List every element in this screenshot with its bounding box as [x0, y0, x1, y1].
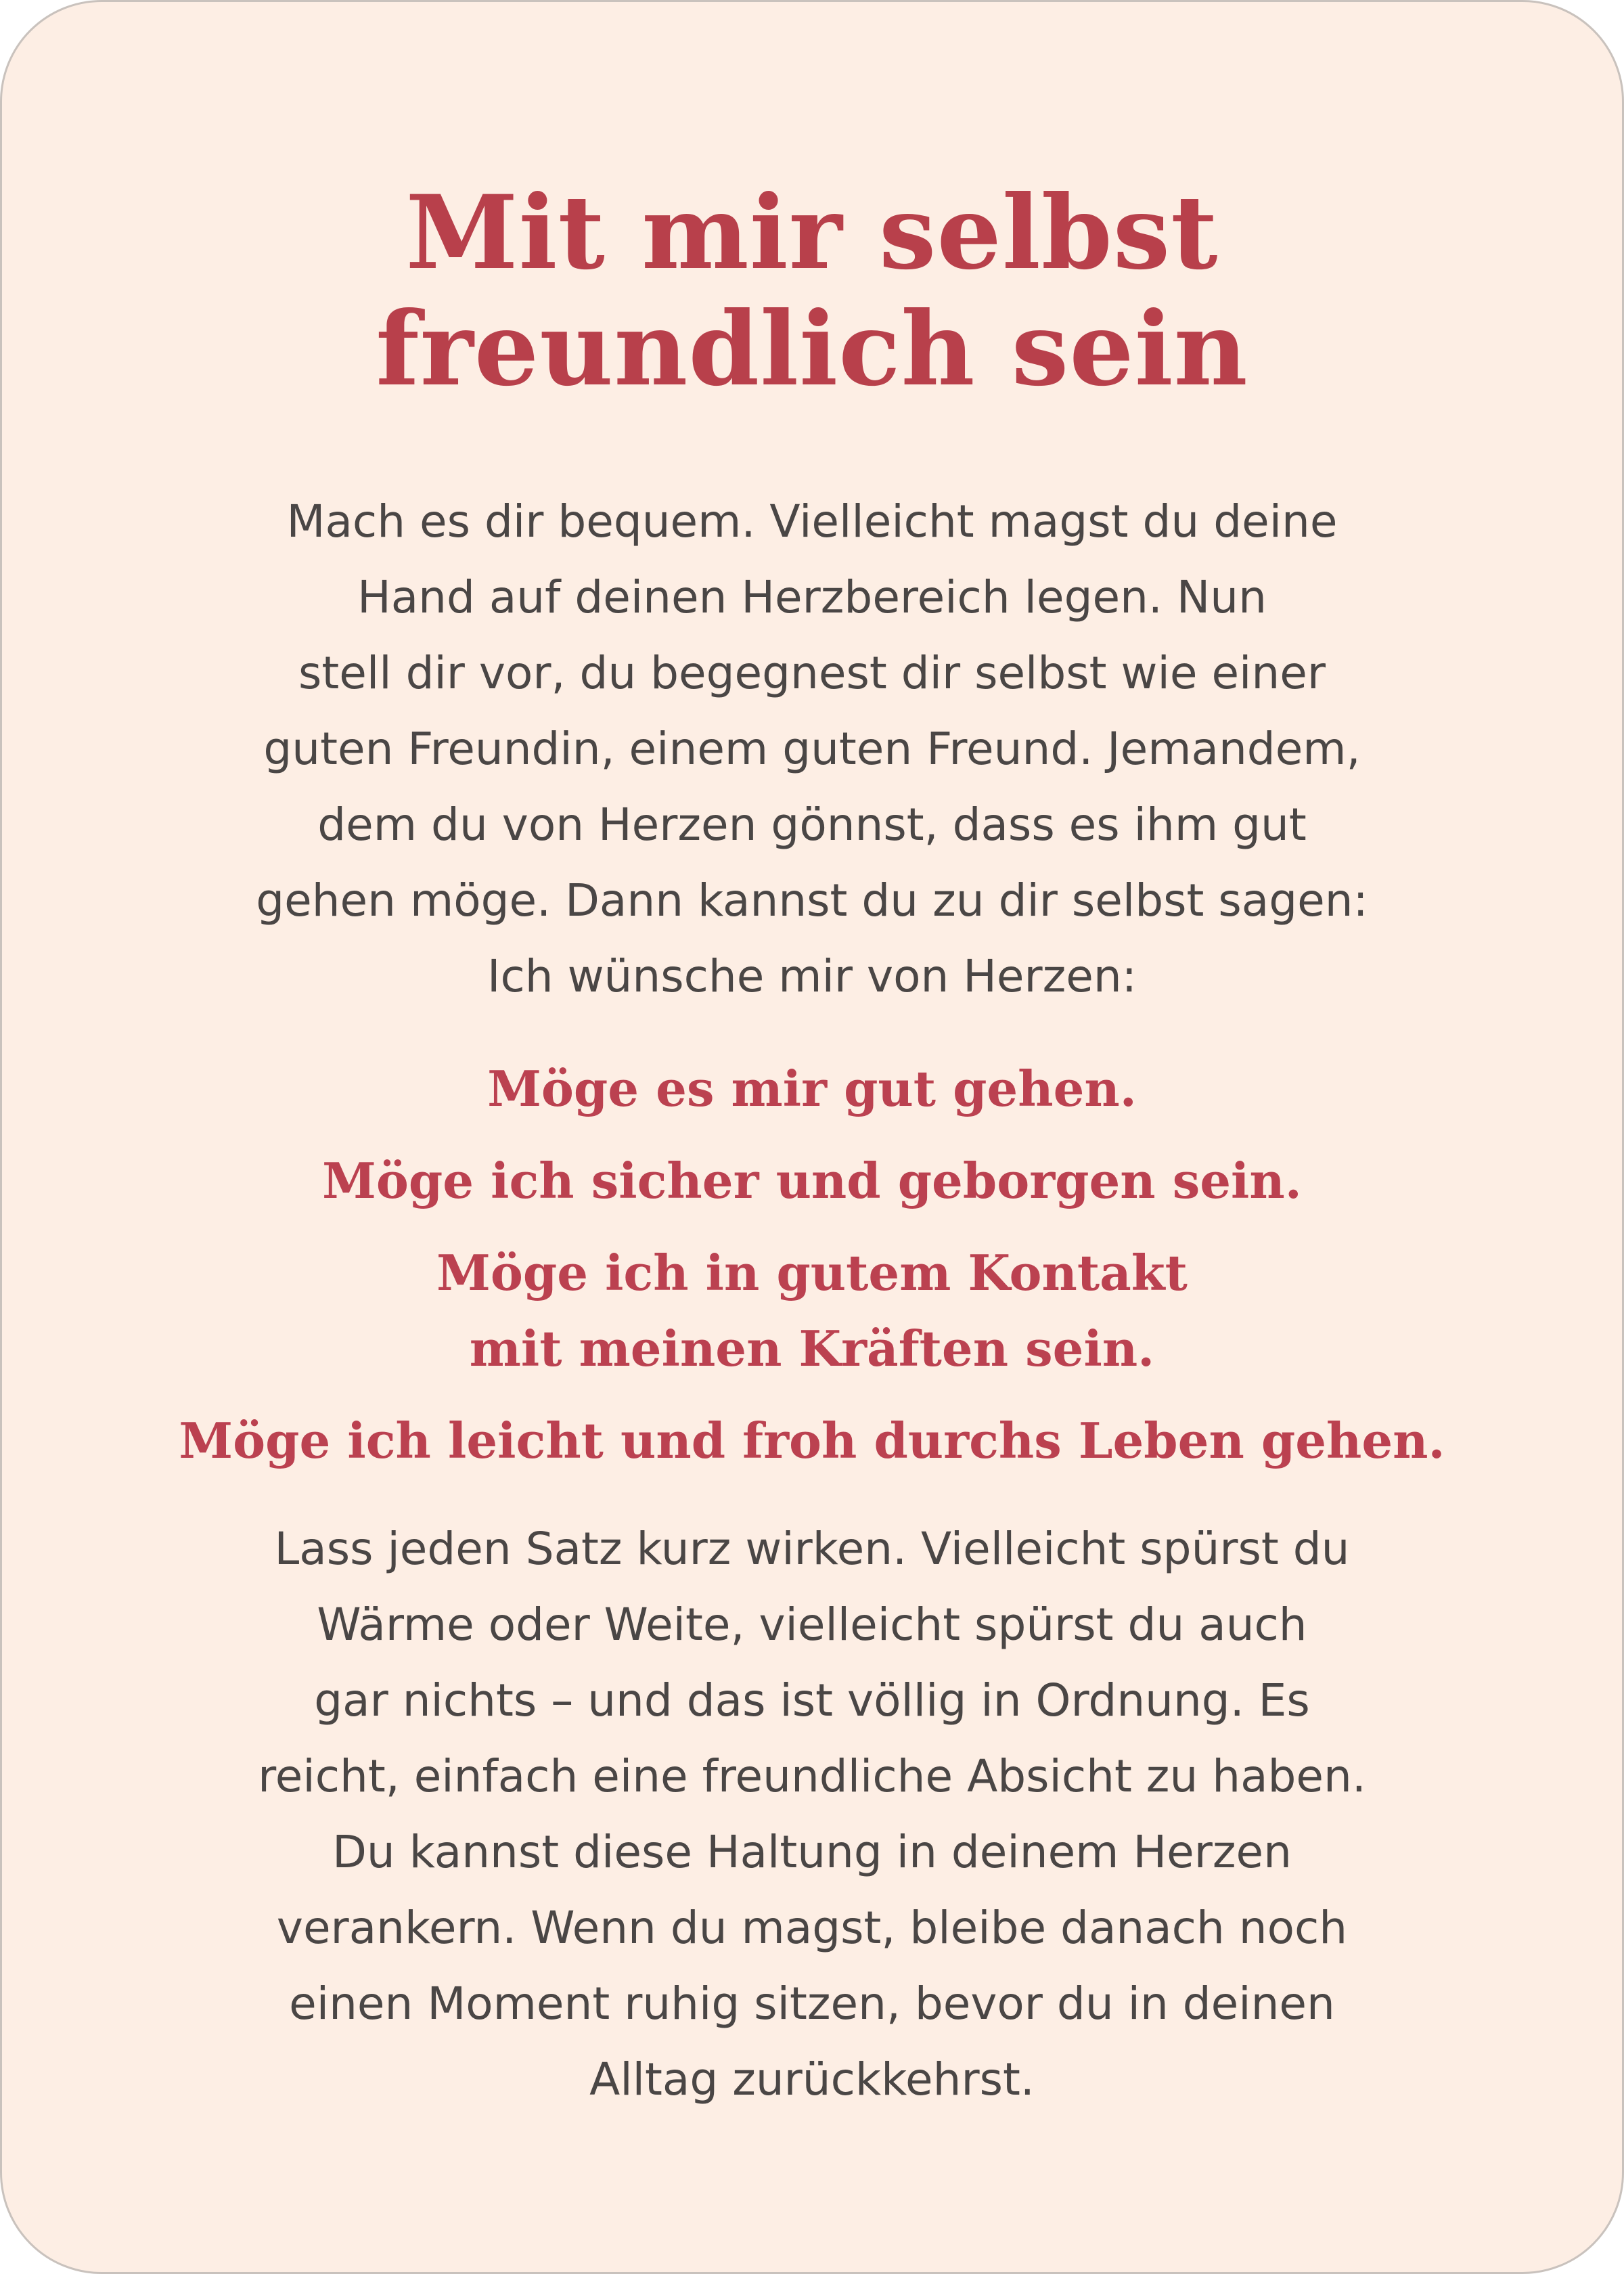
affirmations-block — [83, 1051, 1541, 1479]
outro-line: gar nichts – und das ist völlig in Ordnung. Es — [314, 1674, 1310, 1726]
affirmation-3-line-2: mit meinen Kräften sein. — [469, 1320, 1155, 1377]
title-line-2: freundlich sein — [376, 290, 1248, 409]
affirmation-1: Möge es mir gut gehen. — [487, 1060, 1137, 1117]
intro-line: Mach es dir bequem. Vielleicht magst du deine — [286, 495, 1338, 548]
intro-line: gehen möge. Dann kannst du zu dir selbst sagen: — [256, 874, 1368, 927]
outro-line: einen Moment ruhig sitzen, bevor du in deinen — [289, 1978, 1335, 2030]
outro-line: reicht, einfach eine freundliche Absicht zu haben. — [258, 1750, 1366, 1802]
card-title — [2, 175, 1622, 407]
outro-line: Du kannst diese Haltung in deinem Herzen — [332, 1826, 1292, 1878]
outro-line: verankern. Wenn du magst, bleibe danach noch — [276, 1902, 1348, 1954]
outro-line: Alltag zurückkehrst. — [589, 2053, 1035, 2105]
affirmation-4: Möge ich leicht und froh durchs Leben gehen. — [179, 1412, 1445, 1469]
intro-line: Ich wünsche mir von Herzen: — [487, 950, 1137, 1002]
intro-line: guten Freundin, einem guten Freund. Jemandem, — [263, 723, 1361, 775]
intro-line: Hand auf deinen Herzbereich legen. Nun — [357, 571, 1267, 623]
intro-line: stell dir vor, du begegnest dir selbst wie einer — [298, 647, 1326, 699]
outro-paragraph — [137, 1511, 1487, 2118]
affirmation-3-line-1: Möge ich in gutem Kontakt — [436, 1244, 1188, 1301]
title-line-1: Mit mir selbst — [405, 173, 1219, 292]
intro-paragraph — [137, 484, 1487, 1015]
outro-line: Lass jeden Satz kurz wirken. Vielleicht spürst du — [274, 1523, 1350, 1575]
affirmation-2: Möge ich sicher und geborgen sein. — [322, 1152, 1302, 1209]
outro-line: Wärme oder Weite, vielleicht spürst du auch — [317, 1599, 1307, 1651]
intro-line: dem du von Herzen gönnst, dass es ihm gut — [317, 799, 1307, 851]
